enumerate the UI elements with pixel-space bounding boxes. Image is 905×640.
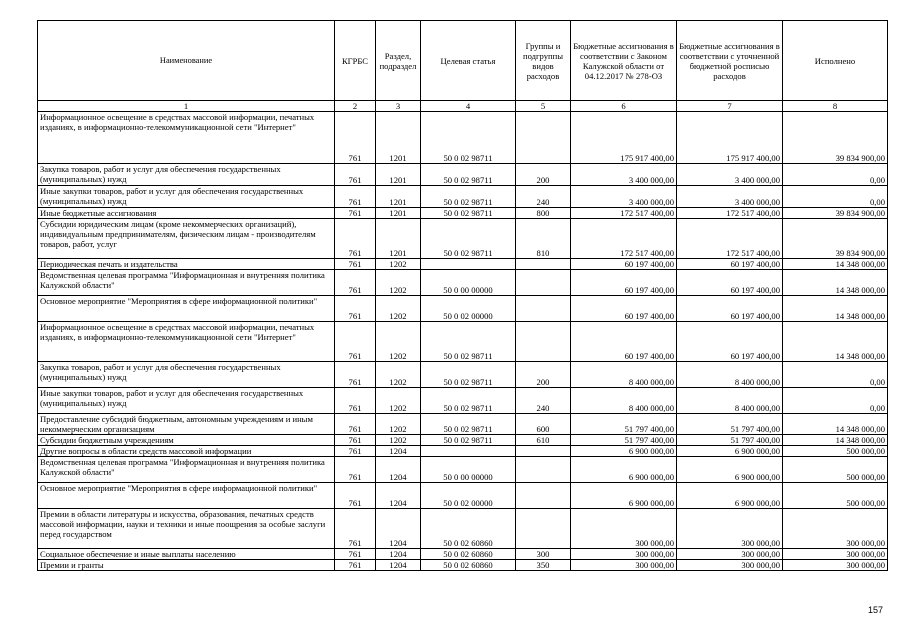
row-law-amount: 51 797 400,00 (571, 414, 677, 435)
row-refined-amount: 51 797 400,00 (677, 414, 783, 435)
col-number: 3 (376, 101, 421, 112)
row-section: 1201 (376, 164, 421, 186)
row-name: Основное мероприятие "Мероприятия в сфере информационной политики" (38, 483, 335, 509)
row-kgrbs: 761 (335, 435, 376, 446)
row-section: 1202 (376, 296, 421, 322)
row-target: 50 0 02 00000 (421, 296, 516, 322)
table-row (38, 509, 888, 549)
row-expense-type: 240 (516, 186, 571, 208)
header-law: Бюджетные ассигнования в соответствии с Законом Калужской области от 04.12.2017 № 278-ОЗ (571, 21, 677, 101)
col-number: 2 (335, 101, 376, 112)
row-kgrbs: 761 (335, 164, 376, 186)
row-name: Информационное освещение в средствах массовой информации, печатных изданиях, в информационно-телекоммуникационной сети "Интернет" (38, 322, 335, 362)
row-section: 1201 (376, 186, 421, 208)
row-section: 1204 (376, 509, 421, 549)
row-kgrbs: 761 (335, 186, 376, 208)
row-law-amount: 6 900 000,00 (571, 457, 677, 483)
row-target: 50 0 02 98711 (421, 435, 516, 446)
table-row (38, 112, 888, 164)
row-name: Субсидии юридическим лицам (кроме некоммерческих организаций), индивидуальным предпринимателям, физическим лицам - производителям товаров, работ, услуг (38, 219, 335, 259)
row-target: 50 0 02 60860 (421, 549, 516, 560)
table-row (38, 296, 888, 322)
table-row (38, 560, 888, 571)
row-law-amount: 60 197 400,00 (571, 322, 677, 362)
row-section: 1202 (376, 362, 421, 388)
row-name: Ведомственная целевая программа "Информационная и внутренняя политика Калужской области" (38, 270, 335, 296)
col-number: 4 (421, 101, 516, 112)
row-target: 50 0 02 98711 (421, 219, 516, 259)
row-law-amount: 300 000,00 (571, 549, 677, 560)
row-refined-amount: 3 400 000,00 (677, 186, 783, 208)
row-name: Социальное обеспечение и иные выплаты населению (38, 549, 335, 560)
row-executed-amount: 39 834 900,00 (783, 208, 888, 219)
row-target: 50 0 02 98711 (421, 112, 516, 164)
row-expense-type (516, 270, 571, 296)
row-executed-amount: 0,00 (783, 186, 888, 208)
page-number: 157 (868, 605, 884, 615)
row-executed-amount: 500 000,00 (783, 446, 888, 457)
row-law-amount: 172 517 400,00 (571, 208, 677, 219)
row-law-amount: 300 000,00 (571, 560, 677, 571)
row-name: Премии в области литературы и искусства, образования, печатных средств массовой информации, науки и техники и иные поощрения за особые заслуги перед государством (38, 509, 335, 549)
row-name: Ведомственная целевая программа "Информационная и внутренняя политика Калужской области" (38, 457, 335, 483)
row-executed-amount: 14 348 000,00 (783, 296, 888, 322)
header-executed: Исполнено (783, 21, 888, 101)
table-row (38, 457, 888, 483)
row-kgrbs: 761 (335, 362, 376, 388)
row-target: 50 0 02 00000 (421, 483, 516, 509)
table-row (38, 483, 888, 509)
row-name: Иные бюджетные ассигнования (38, 208, 335, 219)
row-target: 50 0 02 98711 (421, 414, 516, 435)
row-name: Периодическая печать и издательства (38, 259, 335, 270)
row-executed-amount: 0,00 (783, 164, 888, 186)
row-target: 50 0 02 98711 (421, 362, 516, 388)
row-expense-type: 350 (516, 560, 571, 571)
row-refined-amount: 60 197 400,00 (677, 259, 783, 270)
row-target: 50 0 02 98711 (421, 164, 516, 186)
row-refined-amount: 6 900 000,00 (677, 483, 783, 509)
row-kgrbs: 761 (335, 208, 376, 219)
header-name: Наименование (38, 21, 335, 101)
row-expense-type (516, 296, 571, 322)
row-refined-amount: 300 000,00 (677, 560, 783, 571)
col-number: 1 (38, 101, 335, 112)
row-refined-amount: 3 400 000,00 (677, 164, 783, 186)
row-expense-type (516, 322, 571, 362)
table-row (38, 322, 888, 362)
row-expense-type: 600 (516, 414, 571, 435)
table-row (38, 186, 888, 208)
col-number: 5 (516, 101, 571, 112)
row-section: 1202 (376, 414, 421, 435)
row-law-amount: 6 900 000,00 (571, 483, 677, 509)
header-kgrbs: КГРБС (335, 21, 376, 101)
row-law-amount: 300 000,00 (571, 509, 677, 549)
row-executed-amount: 500 000,00 (783, 457, 888, 483)
row-law-amount: 8 400 000,00 (571, 388, 677, 414)
row-section: 1204 (376, 483, 421, 509)
row-kgrbs: 761 (335, 549, 376, 560)
row-kgrbs: 761 (335, 270, 376, 296)
row-kgrbs: 761 (335, 509, 376, 549)
row-refined-amount: 60 197 400,00 (677, 322, 783, 362)
row-target: 50 0 00 00000 (421, 457, 516, 483)
row-executed-amount: 14 348 000,00 (783, 322, 888, 362)
row-section: 1202 (376, 388, 421, 414)
row-section: 1202 (376, 270, 421, 296)
row-section: 1202 (376, 259, 421, 270)
row-section: 1204 (376, 457, 421, 483)
row-law-amount: 8 400 000,00 (571, 362, 677, 388)
row-section: 1202 (376, 322, 421, 362)
row-expense-type (516, 259, 571, 270)
row-expense-type: 200 (516, 362, 571, 388)
row-law-amount: 3 400 000,00 (571, 186, 677, 208)
row-expense-type (516, 112, 571, 164)
row-refined-amount: 60 197 400,00 (677, 296, 783, 322)
row-expense-type: 610 (516, 435, 571, 446)
table-row (38, 362, 888, 388)
row-refined-amount: 8 400 000,00 (677, 388, 783, 414)
row-kgrbs: 761 (335, 388, 376, 414)
row-kgrbs: 761 (335, 560, 376, 571)
table-row (38, 259, 888, 270)
row-section: 1204 (376, 446, 421, 457)
row-name: Иные закупки товаров, работ и услуг для обеспечения государственных (муниципальных) нужд (38, 388, 335, 414)
row-kgrbs: 761 (335, 483, 376, 509)
row-name: Иные закупки товаров, работ и услуг для обеспечения государственных (муниципальных) нужд (38, 186, 335, 208)
row-target: 50 0 02 60860 (421, 509, 516, 549)
row-law-amount: 175 917 400,00 (571, 112, 677, 164)
row-name: Предоставление субсидий бюджетным, автономным учреждениям и иным некоммерческим организациям (38, 414, 335, 435)
row-executed-amount: 0,00 (783, 388, 888, 414)
col-number: 8 (783, 101, 888, 112)
row-target: 50 0 00 00000 (421, 270, 516, 296)
budget-table (37, 20, 888, 571)
row-expense-type: 200 (516, 164, 571, 186)
row-target: 50 0 02 98711 (421, 208, 516, 219)
header-target: Целевая статья (421, 21, 516, 101)
col-number: 6 (571, 101, 677, 112)
row-refined-amount: 6 900 000,00 (677, 446, 783, 457)
row-expense-type: 810 (516, 219, 571, 259)
row-name: Субсидии бюджетным учреждениям (38, 435, 335, 446)
table-row (38, 219, 888, 259)
row-target: 50 0 02 98711 (421, 322, 516, 362)
row-name: Основное мероприятие "Мероприятия в сфере информационной политики" (38, 296, 335, 322)
row-section: 1202 (376, 435, 421, 446)
row-expense-type (516, 509, 571, 549)
row-kgrbs: 761 (335, 322, 376, 362)
row-refined-amount: 172 517 400,00 (677, 219, 783, 259)
table-row (38, 435, 888, 446)
header-row (38, 21, 888, 101)
header-groups: Группы и подгруппы видов расходов (516, 21, 571, 101)
row-refined-amount: 60 197 400,00 (677, 270, 783, 296)
row-refined-amount: 51 797 400,00 (677, 435, 783, 446)
row-name: Закупка товаров, работ и услуг для обеспечения государственных (муниципальных) нужд (38, 362, 335, 388)
row-law-amount: 60 197 400,00 (571, 259, 677, 270)
row-executed-amount: 14 348 000,00 (783, 414, 888, 435)
row-expense-type (516, 446, 571, 457)
row-law-amount: 3 400 000,00 (571, 164, 677, 186)
row-refined-amount: 175 917 400,00 (677, 112, 783, 164)
row-section: 1201 (376, 219, 421, 259)
row-name: Премии и гранты (38, 560, 335, 571)
row-section: 1204 (376, 549, 421, 560)
row-target: 50 0 02 98711 (421, 388, 516, 414)
table-row (38, 388, 888, 414)
row-executed-amount: 14 348 000,00 (783, 259, 888, 270)
row-section: 1204 (376, 560, 421, 571)
row-executed-amount: 300 000,00 (783, 560, 888, 571)
header-refined: Бюджетные ассигнования в соответствии с уточненной бюджетной росписью расходов (677, 21, 783, 101)
row-expense-type: 800 (516, 208, 571, 219)
row-name: Другие вопросы в области средств массовой информации (38, 446, 335, 457)
row-executed-amount: 500 000,00 (783, 483, 888, 509)
table-row (38, 446, 888, 457)
row-kgrbs: 761 (335, 219, 376, 259)
row-target (421, 259, 516, 270)
row-executed-amount: 39 834 900,00 (783, 219, 888, 259)
row-section: 1201 (376, 112, 421, 164)
row-target: 50 0 02 98711 (421, 186, 516, 208)
table-body (38, 112, 888, 571)
row-expense-type: 240 (516, 388, 571, 414)
header-section: Раздел, подраздел (376, 21, 421, 101)
row-refined-amount: 8 400 000,00 (677, 362, 783, 388)
row-target: 50 0 02 60860 (421, 560, 516, 571)
table-row (38, 549, 888, 560)
row-executed-amount: 14 348 000,00 (783, 435, 888, 446)
row-refined-amount: 6 900 000,00 (677, 457, 783, 483)
row-name: Закупка товаров, работ и услуг для обеспечения государственных (муниципальных) нужд (38, 164, 335, 186)
row-executed-amount: 0,00 (783, 362, 888, 388)
row-law-amount: 60 197 400,00 (571, 270, 677, 296)
row-expense-type: 300 (516, 549, 571, 560)
col-number: 7 (677, 101, 783, 112)
table-row (38, 164, 888, 186)
row-executed-amount: 14 348 000,00 (783, 270, 888, 296)
row-law-amount: 51 797 400,00 (571, 435, 677, 446)
row-kgrbs: 761 (335, 457, 376, 483)
row-executed-amount: 300 000,00 (783, 509, 888, 549)
row-refined-amount: 300 000,00 (677, 509, 783, 549)
row-refined-amount: 300 000,00 (677, 549, 783, 560)
row-section: 1201 (376, 208, 421, 219)
row-law-amount: 6 900 000,00 (571, 446, 677, 457)
row-executed-amount: 39 834 900,00 (783, 112, 888, 164)
row-law-amount: 60 197 400,00 (571, 296, 677, 322)
table-row (38, 270, 888, 296)
row-name: Информационное освещение в средствах массовой информации, печатных изданиях, в информационно-телекоммуникационной сети "Интернет" (38, 112, 335, 164)
row-target (421, 446, 516, 457)
row-law-amount: 172 517 400,00 (571, 219, 677, 259)
row-executed-amount: 300 000,00 (783, 549, 888, 560)
table-row (38, 208, 888, 219)
column-number-row (38, 101, 888, 112)
row-expense-type (516, 483, 571, 509)
row-kgrbs: 761 (335, 296, 376, 322)
row-kgrbs: 761 (335, 259, 376, 270)
row-expense-type (516, 457, 571, 483)
row-kgrbs: 761 (335, 446, 376, 457)
table-row (38, 414, 888, 435)
row-refined-amount: 172 517 400,00 (677, 208, 783, 219)
row-kgrbs: 761 (335, 414, 376, 435)
row-kgrbs: 761 (335, 112, 376, 164)
